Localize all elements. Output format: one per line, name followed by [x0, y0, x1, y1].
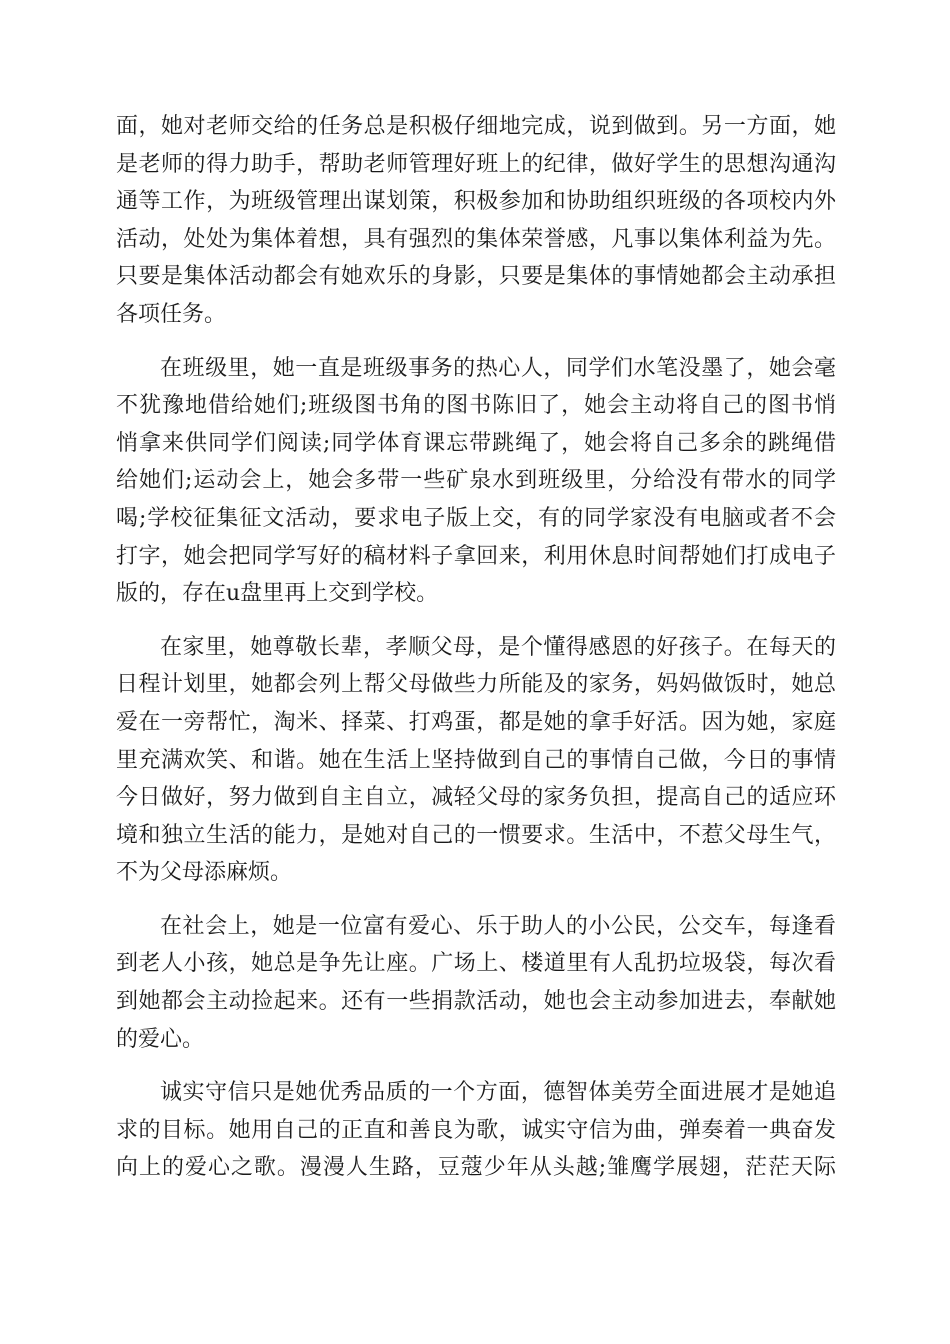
text-line: 版的，存在u盘里再上交到学校。: [116, 581, 439, 607]
text-line: 到她都会主动捡起来。还有一些捐款活动，她也会主动参加进去，奉献她: [116, 989, 836, 1015]
text-line: 日程计划里，她都会列上帮父母做些力所能及的家务，妈妈做饭时，她总: [116, 672, 836, 698]
text-line: 求的目标。她用自己的正直和善良为歌，诚实守信为曲，弹奏着一典奋发: [116, 1117, 836, 1143]
paragraph-2: [116, 350, 836, 613]
text-line: 只要是集体活动都会有她欢乐的身影，只要是集体的事情她都会主动承担: [116, 264, 836, 290]
text-line: 悄拿来供同学们阅读;同学体育课忘带跳绳了，她会将自己多余的跳绳借: [116, 430, 836, 456]
text-line: 里充满欢笑、和谐。她在生活上坚持做到自己的事情自己做，今日的事情: [116, 747, 836, 773]
text-line: 是老师的得力助手，帮助老师管理好班上的纪律，做好学生的思想沟通沟: [116, 151, 836, 177]
text-line: 打字，她会把同学写好的稿材料子拿回来，利用休息时间帮她们打成电子: [116, 543, 836, 569]
text-line: 活动，处处为集体着想，具有强烈的集体荣誉感，凡事以集体利益为先。: [116, 226, 836, 252]
text-line: 在社会上，她是一位富有爱心、乐于助人的小公民，公交车，每逢看: [160, 913, 836, 939]
paragraph-5: [116, 1074, 836, 1187]
paragraph-4: [116, 908, 836, 1058]
text-line: 不犹豫地借给她们;班级图书角的图书陈旧了，她会主动将自己的图书悄: [116, 393, 836, 419]
text-line: 境和独立生活的能力，是她对自己的一惯要求。生活中，不惹父母生气，: [116, 822, 836, 848]
text-line: 的爱心。: [116, 1026, 205, 1052]
paragraph-3: [116, 629, 836, 892]
text-line: 在班级里，她一直是班级事务的热心人，同学们水笔没墨了，她会毫: [160, 355, 836, 381]
paragraph-1: [116, 108, 836, 334]
text-line: 给她们;运动会上，她会多带一些矿泉水到班级里，分给没有带水的同学: [116, 468, 836, 494]
text-line: 面，她对老师交给的任务总是积极仔细地完成，说到做到。另一方面，她: [116, 114, 836, 139]
text-line: 各项任务。: [116, 301, 227, 327]
text-line: 不为父母添麻烦。: [116, 860, 293, 886]
text-line: 爱在一旁帮忙，淘米、择菜、打鸡蛋，都是她的拿手好活。因为她，家庭: [116, 709, 836, 735]
text-line: 今日做好，努力做到自主自立，减轻父母的家务负担，提高自己的适应环: [116, 785, 836, 811]
text-line: 向上的爱心之歌。漫漫人生路，豆蔻少年从头越;雏鹰学展翅，茫茫天际: [116, 1155, 836, 1181]
text-line: 通等工作，为班级管理出谋划策，积极参加和协助组织班级的各项校内外: [116, 189, 836, 215]
text-line: 喝;学校征集征文活动，要求电子版上交，有的同学家没有电脑或者不会: [116, 505, 836, 531]
text-line: 到老人小孩，她总是争先让座。广场上、楼道里有人乱扔垃圾袋，每次看: [116, 951, 836, 977]
text-line: 在家里，她尊敬长辈，孝顺父母，是个懂得感恩的好孩子。在每天的: [160, 634, 836, 660]
text-line: 诚实守信只是她优秀品质的一个方面，德智体美劳全面进展才是她追: [160, 1080, 836, 1106]
document-body: [116, 108, 836, 1203]
